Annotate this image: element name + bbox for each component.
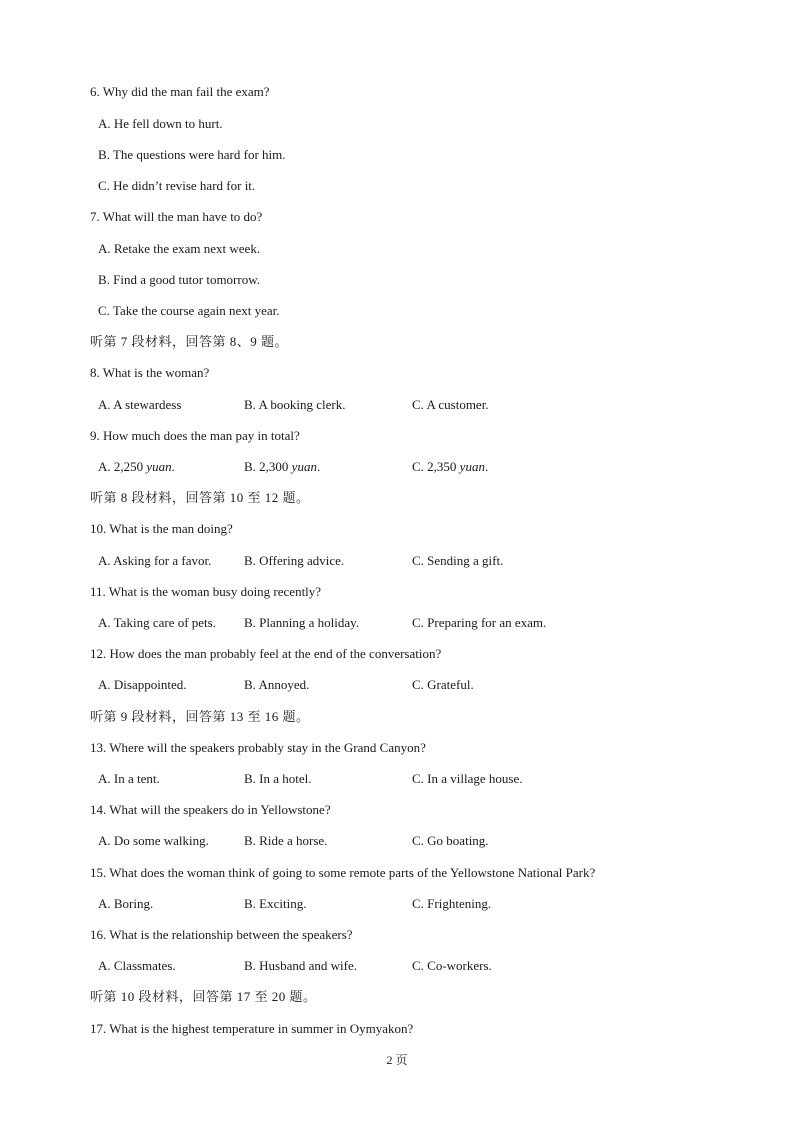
q15-option-c: C. Frightening. xyxy=(412,896,492,911)
question-16: 16. What is the relationship between the speakers? xyxy=(90,927,353,942)
question-13: 13. Where will the speakers probably stay in the Grand Canyon? xyxy=(90,740,426,755)
q12-option-b: B. Annoyed. xyxy=(244,677,310,692)
q9-b-amount: B. 2,300 xyxy=(244,459,292,474)
q8-option-c: C. A customer. xyxy=(412,397,489,412)
q9-a-amount: A. 2,250 xyxy=(98,459,147,474)
q15-option-a: A. Boring. xyxy=(98,896,154,911)
question-10: 10. What is the man doing? xyxy=(90,521,233,536)
q13-option-a: A. In a tent. xyxy=(98,771,160,786)
q12-option-c: C. Grateful. xyxy=(412,677,474,692)
question-17: 17. What is the highest temperature in summer in Oymyakon? xyxy=(90,1021,414,1036)
q14-option-c: C. Go boating. xyxy=(412,833,489,848)
q9-option-c xyxy=(412,459,488,475)
q13-option-c: C. In a village house. xyxy=(412,771,523,786)
q12-option-a: A. Disappointed. xyxy=(98,677,187,692)
q9-c-unit: yuan xyxy=(459,459,485,474)
q9-option-b xyxy=(244,459,320,475)
q13-option-b: B. In a hotel. xyxy=(244,771,312,786)
q8-option-a: A. A stewardess xyxy=(98,397,182,412)
q8-option-b: B. A booking clerk. xyxy=(244,397,346,412)
question-14: 14. What will the speakers do in Yellowstone? xyxy=(90,802,331,817)
question-6: 6. Why did the man fail the exam? xyxy=(90,84,270,99)
question-15: 15. What does the woman think of going to some remote parts of the Yellowstone National Park? xyxy=(90,865,596,880)
q7-option-c: C. Take the course again next year. xyxy=(98,303,280,318)
q9-a-dot: . xyxy=(171,459,175,474)
q14-option-a: A. Do some walking. xyxy=(98,833,209,848)
question-11: 11. What is the woman busy doing recently? xyxy=(90,584,322,599)
q14-option-b: B. Ride a horse. xyxy=(244,833,328,848)
q9-b-unit: yuan xyxy=(291,459,317,474)
question-7: 7. What will the man have to do? xyxy=(90,209,263,224)
q9-a-unit: yuan xyxy=(146,459,172,474)
q9-option-a xyxy=(98,459,175,475)
q16-option-b: B. Husband and wife. xyxy=(244,958,358,973)
section-heading-8: 听第 8 段材料，回答第 10 至 12 题。 xyxy=(90,490,310,505)
q9-c-dot: . xyxy=(484,459,489,474)
q9-b-dot: . xyxy=(316,459,321,474)
q6-option-c: C. He didn’t revise hard for it. xyxy=(98,178,256,193)
q11-option-b: B. Planning a holiday. xyxy=(244,615,360,630)
q6-option-b: B. The questions were hard for him. xyxy=(98,147,286,162)
section-heading-9: 听第 9 段材料，回答第 13 至 16 题。 xyxy=(90,709,310,724)
q16-option-a: A. Classmates. xyxy=(98,958,176,973)
q10-option-c: C. Sending a gift. xyxy=(412,553,504,568)
q7-option-a: A. Retake the exam next week. xyxy=(98,241,261,256)
section-heading-7: 听第 7 段材料，回答第 8、9 题。 xyxy=(90,334,289,349)
q9-c-amount: C. 2,350 xyxy=(412,459,460,474)
q11-option-c: C. Preparing for an exam. xyxy=(412,615,547,630)
question-9: 9. How much does the man pay in total? xyxy=(90,428,300,443)
q10-option-a: A. Asking for a favor. xyxy=(98,553,212,568)
question-8: 8. What is the woman? xyxy=(90,365,210,380)
q11-option-a: A. Taking care of pets. xyxy=(98,615,216,630)
section-heading-10: 听第 10 段材料，回答第 17 至 20 题。 xyxy=(90,989,317,1004)
q6-option-a: A. He fell down to hurt. xyxy=(98,116,223,131)
q16-option-c: C. Co-workers. xyxy=(412,958,492,973)
page-number: 2 页 xyxy=(386,1053,408,1067)
q10-option-b: B. Offering advice. xyxy=(244,553,345,568)
q15-option-b: B. Exciting. xyxy=(244,896,307,911)
q7-option-b: B. Find a good tutor tomorrow. xyxy=(98,272,261,287)
question-12: 12. How does the man probably feel at the end of the conversation? xyxy=(90,646,442,661)
